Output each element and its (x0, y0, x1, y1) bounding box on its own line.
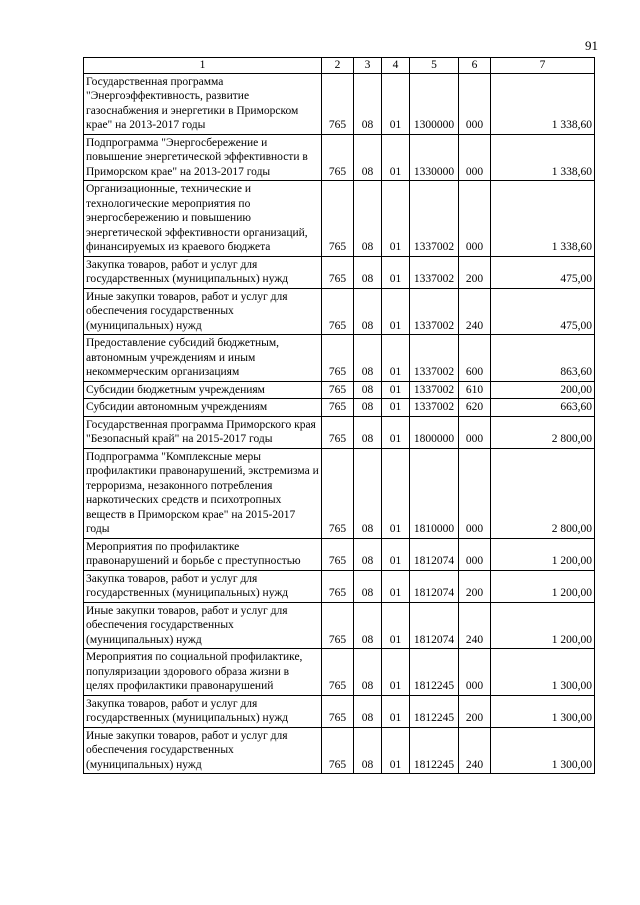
column-header: 7 (491, 58, 595, 74)
admin-code-cell: 765 (322, 134, 354, 181)
subsection-cell: 01 (382, 73, 410, 134)
amount-cell: 475,00 (491, 288, 595, 335)
section-cell: 08 (354, 602, 382, 649)
admin-code-cell: 765 (322, 570, 354, 602)
table-row (84, 381, 595, 399)
target-article-cell: 1337002 (410, 399, 459, 417)
admin-code-cell: 765 (322, 727, 354, 774)
section-cell: 08 (354, 288, 382, 335)
row-name-cell: Мероприятия по профилактике правонарушений и борьбе с преступностью (84, 538, 322, 570)
target-article-cell: 1812074 (410, 602, 459, 649)
column-header: 6 (459, 58, 491, 74)
subsection-cell: 01 (382, 416, 410, 448)
expense-type-cell: 600 (459, 335, 491, 382)
amount-cell: 2 800,00 (491, 448, 595, 538)
section-cell: 08 (354, 381, 382, 399)
target-article-cell: 1337002 (410, 181, 459, 257)
table-row (84, 570, 595, 602)
expense-type-cell: 000 (459, 181, 491, 257)
row-name-cell: Организационные, технические и технологические мероприятия по энергосбережению и повышению энергетической эффективности организаций, финансируемых из краевого бюджета (84, 181, 322, 257)
amount-cell: 1 200,00 (491, 602, 595, 649)
table-row (84, 448, 595, 538)
column-header: 2 (322, 58, 354, 74)
section-cell: 08 (354, 416, 382, 448)
subsection-cell: 01 (382, 256, 410, 288)
admin-code-cell: 765 (322, 181, 354, 257)
row-name-cell: Мероприятия по социальной профилактике, популяризации здорового образа жизни в целях профилактики правонарушений (84, 649, 322, 696)
target-article-cell: 1800000 (410, 416, 459, 448)
section-cell: 08 (354, 399, 382, 417)
subsection-cell: 01 (382, 727, 410, 774)
admin-code-cell: 765 (322, 416, 354, 448)
table-row (84, 181, 595, 257)
expense-type-cell: 240 (459, 727, 491, 774)
table-row (84, 256, 595, 288)
row-name-cell: Иные закупки товаров, работ и услуг для обеспечения государственных (муниципальных) нужд (84, 288, 322, 335)
subsection-cell: 01 (382, 399, 410, 417)
target-article-cell: 1812245 (410, 649, 459, 696)
target-article-cell: 1337002 (410, 381, 459, 399)
table-row (84, 73, 595, 134)
column-header: 1 (84, 58, 322, 74)
admin-code-cell: 765 (322, 399, 354, 417)
header-row (84, 58, 595, 74)
table-row (84, 416, 595, 448)
section-cell: 08 (354, 570, 382, 602)
subsection-cell: 01 (382, 181, 410, 257)
subsection-cell: 01 (382, 448, 410, 538)
expense-type-cell: 000 (459, 134, 491, 181)
subsection-cell: 01 (382, 538, 410, 570)
admin-code-cell: 765 (322, 695, 354, 727)
target-article-cell: 1337002 (410, 288, 459, 335)
target-article-cell: 1812074 (410, 538, 459, 570)
subsection-cell: 01 (382, 288, 410, 335)
subsection-cell: 01 (382, 335, 410, 382)
amount-cell: 863,60 (491, 335, 595, 382)
target-article-cell: 1812074 (410, 570, 459, 602)
admin-code-cell: 765 (322, 448, 354, 538)
amount-cell: 1 300,00 (491, 649, 595, 696)
amount-cell: 1 338,60 (491, 134, 595, 181)
admin-code-cell: 765 (322, 335, 354, 382)
table-row (84, 602, 595, 649)
admin-code-cell: 765 (322, 381, 354, 399)
table-row (84, 649, 595, 696)
row-name-cell: Подпрограмма "Энергосбережение и повышение энергетической эффективности в Приморском крае" на 2013-2017 годы (84, 134, 322, 181)
table-row (84, 727, 595, 774)
row-name-cell: Субсидии автономным учреждениям (84, 399, 322, 417)
table-row (84, 288, 595, 335)
column-header: 5 (410, 58, 459, 74)
admin-code-cell: 765 (322, 73, 354, 134)
target-article-cell: 1337002 (410, 256, 459, 288)
section-cell: 08 (354, 256, 382, 288)
row-name-cell: Субсидии бюджетным учреждениям (84, 381, 322, 399)
target-article-cell: 1330000 (410, 134, 459, 181)
expense-type-cell: 000 (459, 448, 491, 538)
admin-code-cell: 765 (322, 602, 354, 649)
amount-cell: 1 300,00 (491, 727, 595, 774)
row-name-cell: Подпрограмма "Комплексные меры профилактики правонарушений, экстремизма и терроризма, незаконного потребления наркотических средств и психотропных веществ в Приморском крае" на 2015-2017 годы (84, 448, 322, 538)
target-article-cell: 1810000 (410, 448, 459, 538)
subsection-cell: 01 (382, 570, 410, 602)
admin-code-cell: 765 (322, 288, 354, 335)
table-row (84, 134, 595, 181)
subsection-cell: 01 (382, 695, 410, 727)
column-header: 3 (354, 58, 382, 74)
section-cell: 08 (354, 538, 382, 570)
table-row (84, 335, 595, 382)
amount-cell: 663,60 (491, 399, 595, 417)
row-name-cell: Закупка товаров, работ и услуг для государственных (муниципальных) нужд (84, 695, 322, 727)
row-name-cell: Государственная программа "Энергоэффективность, развитие газоснабжения и энергетики в Приморском крае" на 2013-2017 годы (84, 73, 322, 134)
expense-type-cell: 240 (459, 602, 491, 649)
target-article-cell: 1812245 (410, 695, 459, 727)
admin-code-cell: 765 (322, 649, 354, 696)
expense-type-cell: 620 (459, 399, 491, 417)
target-article-cell: 1337002 (410, 335, 459, 382)
amount-cell: 1 200,00 (491, 570, 595, 602)
row-name-cell: Предоставление субсидий бюджетным, автономным учреждениям и иным некоммерческим организациям (84, 335, 322, 382)
section-cell: 08 (354, 73, 382, 134)
row-name-cell: Иные закупки товаров, работ и услуг для обеспечения государственных (муниципальных) нужд (84, 727, 322, 774)
subsection-cell: 01 (382, 649, 410, 696)
row-name-cell: Иные закупки товаров, работ и услуг для обеспечения государственных (муниципальных) нужд (84, 602, 322, 649)
expense-type-cell: 200 (459, 695, 491, 727)
amount-cell: 200,00 (491, 381, 595, 399)
section-cell: 08 (354, 335, 382, 382)
amount-cell: 475,00 (491, 256, 595, 288)
expense-type-cell: 000 (459, 73, 491, 134)
admin-code-cell: 765 (322, 538, 354, 570)
row-name-cell: Закупка товаров, работ и услуг для государственных (муниципальных) нужд (84, 570, 322, 602)
row-name-cell: Государственная программа Приморского края "Безопасный край" на 2015-2017 годы (84, 416, 322, 448)
subsection-cell: 01 (382, 134, 410, 181)
target-article-cell: 1812245 (410, 727, 459, 774)
table-row (84, 399, 595, 417)
amount-cell: 2 800,00 (491, 416, 595, 448)
expense-type-cell: 200 (459, 570, 491, 602)
table-body (84, 73, 595, 774)
expense-type-cell: 240 (459, 288, 491, 335)
subsection-cell: 01 (382, 602, 410, 649)
amount-cell: 1 200,00 (491, 538, 595, 570)
expense-type-cell: 000 (459, 649, 491, 696)
section-cell: 08 (354, 695, 382, 727)
page-number: 91 (585, 38, 598, 53)
amount-cell: 1 338,60 (491, 73, 595, 134)
expense-type-cell: 200 (459, 256, 491, 288)
section-cell: 08 (354, 181, 382, 257)
budget-table (83, 57, 595, 774)
expense-type-cell: 610 (459, 381, 491, 399)
subsection-cell: 01 (382, 381, 410, 399)
amount-cell: 1 338,60 (491, 181, 595, 257)
section-cell: 08 (354, 727, 382, 774)
admin-code-cell: 765 (322, 256, 354, 288)
column-header: 4 (382, 58, 410, 74)
expense-type-cell: 000 (459, 416, 491, 448)
row-name-cell: Закупка товаров, работ и услуг для государственных (муниципальных) нужд (84, 256, 322, 288)
section-cell: 08 (354, 448, 382, 538)
section-cell: 08 (354, 649, 382, 696)
amount-cell: 1 300,00 (491, 695, 595, 727)
target-article-cell: 1300000 (410, 73, 459, 134)
section-cell: 08 (354, 134, 382, 181)
table-row (84, 695, 595, 727)
expense-type-cell: 000 (459, 538, 491, 570)
table-row (84, 538, 595, 570)
